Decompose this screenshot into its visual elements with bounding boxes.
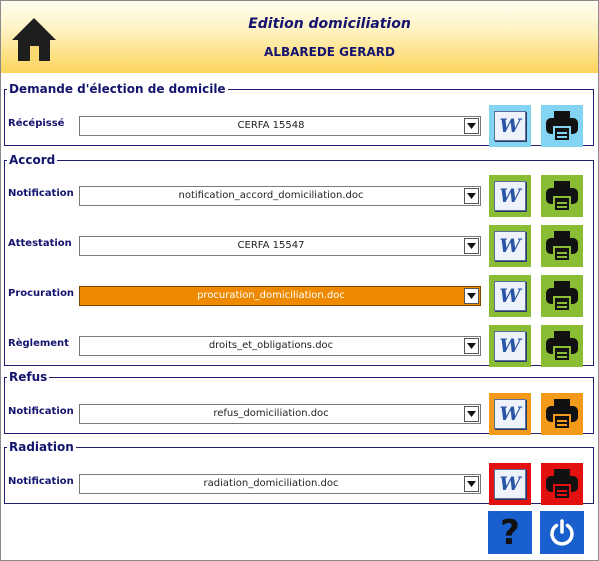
template-select[interactable] <box>79 404 481 424</box>
printer-icon <box>545 330 579 362</box>
chevron-down-icon[interactable] <box>464 288 479 304</box>
template-select[interactable] <box>79 116 481 136</box>
row-notification <box>5 392 593 436</box>
printer-icon <box>545 398 579 430</box>
print-button[interactable] <box>541 463 583 505</box>
word-document-icon: W <box>494 281 526 311</box>
header-bar <box>1 1 598 73</box>
select-value: CERFA 15548 <box>237 120 305 131</box>
word-button[interactable] <box>489 463 531 505</box>
question-mark-icon: ? <box>500 512 520 553</box>
chevron-down-icon[interactable] <box>464 406 479 422</box>
printer-icon <box>545 180 579 212</box>
row-label: Notification <box>8 406 74 417</box>
section-accord <box>4 153 594 366</box>
row-label: Attestation <box>8 238 72 249</box>
word-button[interactable] <box>489 393 531 435</box>
row-notification <box>5 462 593 506</box>
word-document-icon: W <box>494 181 526 211</box>
select-value: droits_et_obligations.doc <box>208 340 334 351</box>
print-button[interactable] <box>541 105 583 147</box>
word-button[interactable] <box>489 325 531 367</box>
section-legend: Radiation <box>9 440 74 454</box>
row-label: Notification <box>8 188 74 199</box>
print-button[interactable] <box>541 225 583 267</box>
help-button[interactable] <box>488 511 532 554</box>
select-value: refus_domiciliation.doc <box>213 408 329 419</box>
printer-icon <box>545 280 579 312</box>
power-icon <box>547 518 577 548</box>
row-procuration <box>5 274 593 318</box>
row-label: Règlement <box>8 338 69 349</box>
template-select[interactable] <box>79 474 481 494</box>
word-button[interactable] <box>489 105 531 147</box>
chevron-down-icon[interactable] <box>464 338 479 354</box>
chevron-down-icon[interactable] <box>464 118 479 134</box>
section-legend: Demande d'élection de domicile <box>9 82 226 96</box>
word-document-icon: W <box>494 231 526 261</box>
select-value: notification_accord_domiciliation.doc <box>178 190 364 201</box>
page-title: Edition domiciliation <box>248 16 411 32</box>
row-notification <box>5 174 593 218</box>
printer-icon <box>545 110 579 142</box>
word-button[interactable] <box>489 225 531 267</box>
print-button[interactable] <box>541 175 583 217</box>
section-refus <box>4 370 594 434</box>
printer-icon <box>545 230 579 262</box>
print-button[interactable] <box>541 393 583 435</box>
row-recepisse <box>5 104 593 148</box>
word-document-icon: W <box>494 111 526 141</box>
word-document-icon: W <box>494 399 526 429</box>
word-document-icon: W <box>494 331 526 361</box>
home-icon <box>9 15 59 65</box>
section-legend: Refus <box>9 370 48 384</box>
select-value: CERFA 15547 <box>237 240 305 251</box>
template-select[interactable] <box>79 186 481 206</box>
row-label: Notification <box>8 476 74 487</box>
row-attestation <box>5 224 593 268</box>
template-select[interactable] <box>79 336 481 356</box>
section-radiation <box>4 440 594 504</box>
person-name: ALBAREDE GERARD <box>264 45 395 59</box>
template-select[interactable] <box>79 236 481 256</box>
row-label: Procuration <box>8 288 75 299</box>
printer-icon <box>545 468 579 500</box>
chevron-down-icon[interactable] <box>464 238 479 254</box>
section-election-domicile <box>4 82 594 146</box>
print-button[interactable] <box>541 275 583 317</box>
row-label: Récépissé <box>8 118 65 129</box>
word-button[interactable] <box>489 275 531 317</box>
print-button[interactable] <box>541 325 583 367</box>
select-value: radiation_domiciliation.doc <box>203 478 339 489</box>
home-button[interactable] <box>9 15 59 65</box>
word-document-icon: W <box>494 469 526 499</box>
select-value: procuration_domiciliation.doc <box>197 290 345 301</box>
section-legend: Accord <box>9 153 56 167</box>
exit-button[interactable] <box>540 511 584 554</box>
chevron-down-icon[interactable] <box>464 188 479 204</box>
word-button[interactable] <box>489 175 531 217</box>
row-reglement <box>5 324 593 368</box>
template-select-selected[interactable] <box>79 286 481 306</box>
chevron-down-icon[interactable] <box>464 476 479 492</box>
